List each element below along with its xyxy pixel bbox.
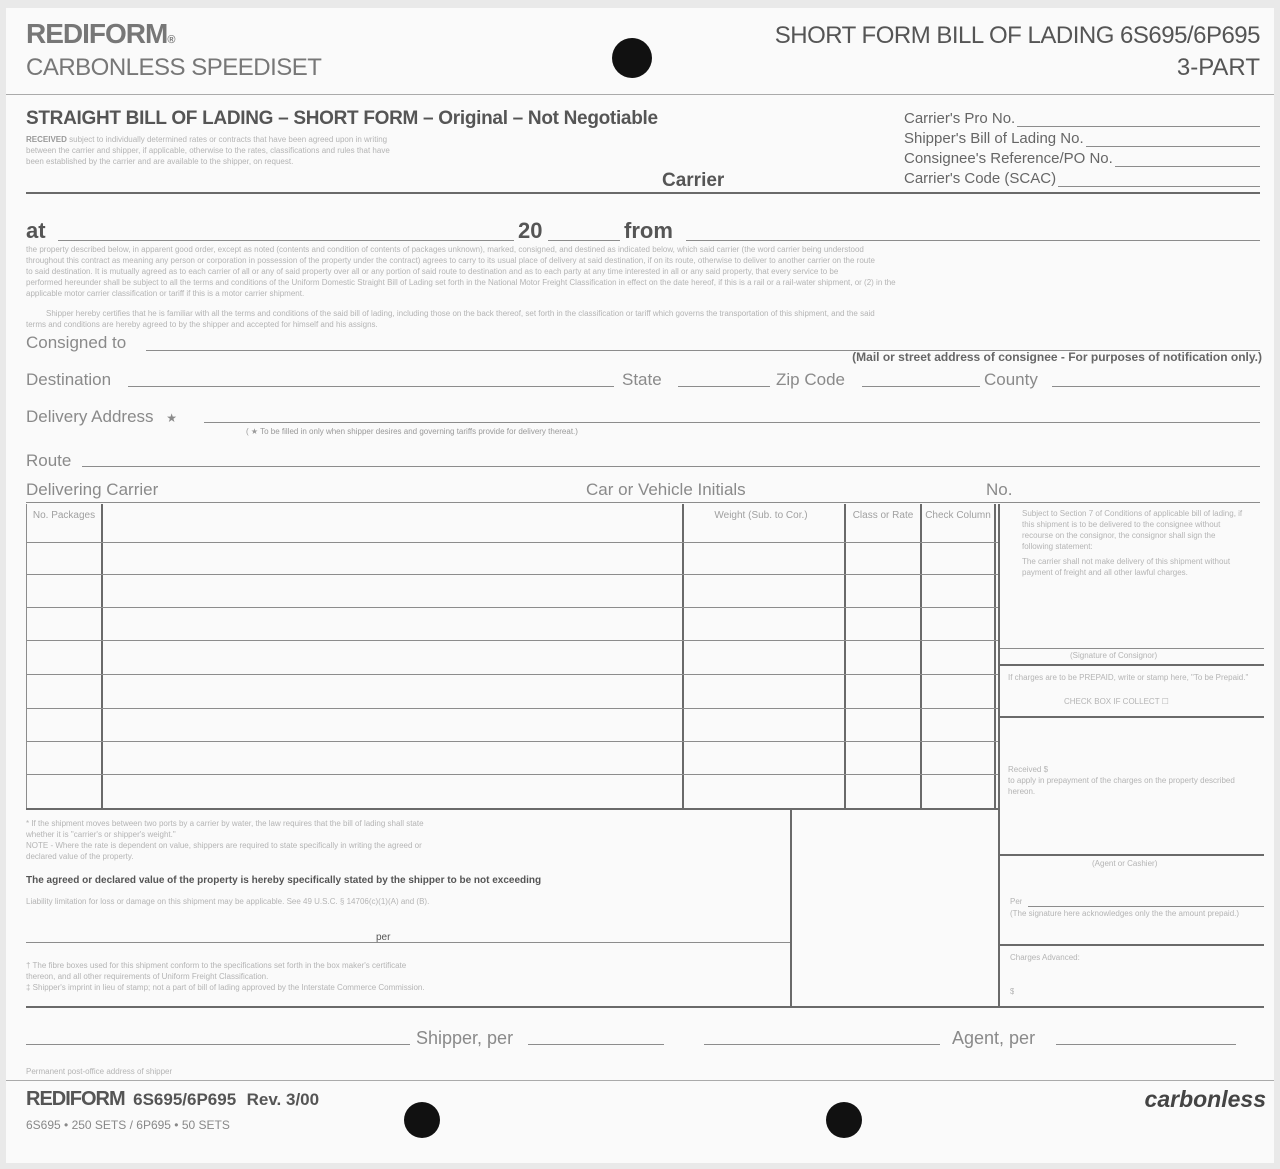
delivering-carrier-label: Delivering Carrier xyxy=(26,480,159,499)
received-text-1: subject to individually determined rates or contracts that have been agreed upon in writing xyxy=(69,135,388,144)
side-terms-2: The carrier shall not make delivery of this shipment without payment of freight and all other lawful charges. xyxy=(1022,557,1231,577)
per-line[interactable] xyxy=(1028,906,1264,907)
form-title: SHORT FORM BILL OF LADING 6S695/6P695 xyxy=(774,22,1260,49)
consignor-signature-line[interactable] xyxy=(1000,648,1264,649)
declared-value-line[interactable] xyxy=(26,942,790,943)
signature-consignor: (Signature of Consignor) xyxy=(1070,651,1158,660)
received-text-3: been established by the carrier and are available to the shipper, on request. xyxy=(26,157,294,166)
note-1: * If the shipment moves between two ports by a carrier by water, the law requires that the bill of lading shall state xyxy=(26,819,424,828)
header-check: Check Column xyxy=(925,510,991,521)
table-row[interactable] xyxy=(26,674,998,675)
footer-brand: REDIFORM xyxy=(26,1088,125,1110)
table-row[interactable] xyxy=(26,741,998,742)
table-row[interactable] xyxy=(26,708,998,709)
header-divider xyxy=(6,94,1274,95)
brand-name: REDIFORM xyxy=(26,18,168,49)
brand-logo xyxy=(26,18,174,50)
subbrand: CARBONLESS SPEEDISET xyxy=(26,54,322,81)
per-value-label: per xyxy=(376,932,391,943)
received-text-2: between the carrier and shipper, if applicable, otherwise to the rates, classifications and rules that have xyxy=(26,146,390,155)
vehicle-no-label: No. xyxy=(986,480,1013,499)
shipper-line-a[interactable] xyxy=(26,1044,410,1045)
note-3: † The fibre boxes used for this shipment conform to the specifications set forth in the box maker's certificate xyxy=(26,961,407,970)
ref-field-po[interactable] xyxy=(904,150,1260,170)
charges-advanced[interactable]: Charges Advanced: xyxy=(1010,953,1080,962)
agent-per-label: Agent, per xyxy=(952,1028,1036,1048)
terms-fine-print xyxy=(26,244,1262,330)
side-divider xyxy=(1000,664,1264,666)
terms-line: to said destination. It is mutually agreed as to each carrier of all or any of said property over all or any portion of said route to destination and as to each party at any time interested in all or any said property, that every service to be xyxy=(26,267,839,276)
carrier-label: Carrier xyxy=(662,170,725,191)
year-label: 20 xyxy=(518,218,543,243)
table-col-divider xyxy=(26,504,27,808)
agent-line-a[interactable] xyxy=(704,1044,940,1045)
side-divider xyxy=(1000,944,1264,946)
table-col-divider xyxy=(682,504,684,808)
parts-label: 3-PART xyxy=(1176,54,1260,81)
received-text xyxy=(26,134,586,167)
ref-field-bol[interactable] xyxy=(904,130,1260,150)
notes-bottom xyxy=(26,1006,1264,1008)
table-row[interactable] xyxy=(26,607,998,608)
state-line[interactable] xyxy=(678,386,770,387)
punch-hole-bottom-left xyxy=(404,1102,440,1138)
ref-fields xyxy=(904,110,1260,190)
county-label: County xyxy=(984,370,1038,389)
notes-block xyxy=(26,818,786,862)
from-label: from xyxy=(624,218,673,243)
terms-line: Shipper hereby certifies that he is familiar with all the terms and conditions of the said bill of lading, including those on the back thereof, set forth in the classification or tariff which governs the transportation of this shipment, and the said xyxy=(46,309,875,318)
footer-sets: 6S695 • 250 SETS / 6P695 • 50 SETS xyxy=(26,1118,230,1132)
delivery-note: ( ★ To be filled in only when shipper desires and governing tariffs provide for delivery thereat.) xyxy=(246,427,578,436)
ref-field-label: Carrier's Pro No. xyxy=(904,110,1016,127)
table-row[interactable] xyxy=(26,574,998,575)
route-label: Route xyxy=(26,451,72,470)
table-bottom xyxy=(26,808,998,810)
freight-prepaid: If charges are to be PREPAID, write or stamp here, "To be Prepaid." xyxy=(1008,673,1249,682)
carrier-line[interactable] xyxy=(26,192,1260,194)
received-label: RECEIVED xyxy=(26,135,67,144)
at-label: at xyxy=(26,218,46,243)
punch-hole-top xyxy=(612,38,652,78)
year-line[interactable] xyxy=(548,240,620,241)
side-terms-1: Subject to Section 7 of Conditions of applicable bill of lading, if this shipment is to be delivered to the consignee without recourse on the consignor, the consignor shall sign the following statement: xyxy=(1022,509,1243,551)
agent-line-b[interactable] xyxy=(1056,1044,1236,1045)
received-sum-label: Received $ xyxy=(1008,765,1049,774)
county-line[interactable] xyxy=(1052,386,1260,387)
received-sum xyxy=(1008,764,1258,797)
agent-cashier: (Agent or Cashier) xyxy=(1092,859,1158,868)
table-col-divider xyxy=(998,504,1000,1008)
terms-line: applicable motor carrier classification or tariff if this is a motor carrier shipment. xyxy=(26,289,305,298)
bill-of-lading-form xyxy=(6,8,1274,1163)
charges-dollar: $ xyxy=(1010,987,1015,996)
star-icon: ★ xyxy=(166,411,178,425)
table-col-divider xyxy=(101,504,103,808)
zip-line[interactable] xyxy=(862,386,980,387)
from-line[interactable] xyxy=(686,240,1260,241)
received-sum-text: to apply in prepayment of the charges on the property described hereon. xyxy=(1008,776,1235,796)
at-line[interactable] xyxy=(58,240,514,241)
per-label: Per xyxy=(1010,897,1023,906)
delivery-address-label xyxy=(26,407,177,427)
note-4: ‡ Shipper's imprint in lieu of stamp; not a part of bill of lading approved by the Interstate Commerce Commission. xyxy=(26,983,425,992)
table-row[interactable] xyxy=(26,774,998,775)
ref-field-label: Consignee's Reference/PO No. xyxy=(904,150,1113,167)
permanent-address-line[interactable] xyxy=(6,1080,1274,1081)
delivery-address-line[interactable] xyxy=(204,422,1260,423)
consigned-to-label: Consigned to xyxy=(26,333,127,352)
agent-line[interactable] xyxy=(1000,854,1264,856)
declared-value: The agreed or declared value of the property is hereby specifically stated by the shipper to be not exceeding xyxy=(26,875,542,886)
note-2: NOTE - Where the rate is dependent on value, shippers are required to state specifically in writing the agreed or xyxy=(26,841,422,850)
header-class: Class or Rate xyxy=(852,510,914,521)
ref-field-scac[interactable] xyxy=(904,170,1260,190)
table-col-divider xyxy=(920,504,922,808)
terms-line: throughout this contract as meaning any person or corporation in possession of the property under the contract) agrees to carry to its usual place of delivery at said destination, if on its route, otherwise to deliver to another carrier on the route xyxy=(26,256,875,265)
table-col-divider xyxy=(790,808,792,1008)
zip-label: Zip Code xyxy=(776,370,845,389)
delivery-address-text: Delivery Address xyxy=(26,407,154,426)
table-row[interactable] xyxy=(26,640,998,641)
bol-title: STRAIGHT BILL OF LADING – SHORT FORM – Original – Not Negotiable xyxy=(26,108,658,129)
side-divider xyxy=(1000,716,1264,718)
ref-field-label: Carrier's Code (SCAC) xyxy=(904,170,1057,187)
per-note: (The signature here acknowledges only the the amount prepaid.) xyxy=(1010,909,1240,918)
table-row[interactable] xyxy=(26,542,998,543)
footer-code: 6S695/6P695 xyxy=(133,1090,237,1109)
table-col-divider xyxy=(844,504,846,808)
vehicle-initials-label: Car or Vehicle Initials xyxy=(586,480,746,499)
footer-rev: Rev. 3/00 xyxy=(246,1090,320,1109)
side-terms xyxy=(1008,508,1244,578)
state-label: State xyxy=(622,370,662,389)
table-col-divider xyxy=(994,504,996,808)
shipper-per-label: Shipper, per xyxy=(416,1028,514,1048)
brand-mark: ® xyxy=(167,34,175,46)
terms-line: terms and conditions are hereby agreed to by the shipper and accepted for himself and his assigns. xyxy=(26,320,378,329)
shipper-line-b[interactable] xyxy=(528,1044,664,1045)
notes-block-2 xyxy=(26,960,786,993)
header-packages: No. Packages xyxy=(32,510,96,521)
header-weight: Weight (Sub. to Cor.) xyxy=(714,510,808,521)
mail-note: (Mail or street address of consignee - For purposes of notification only.) xyxy=(852,350,1262,364)
destination-line[interactable] xyxy=(128,386,614,387)
terms-line: performed hereunder shall be subject to all the terms and conditions of the Uniform Domestic Straight Bill of Lading set forth in the National Motor Freight Classification in effect on the date hereof, if this is a rail or a rail-water shipment, or (2) in the xyxy=(26,278,896,287)
liability-note: Liability limitation for loss or damage on this shipment may be applicable. See 49 U.S.C. § 14706(c)(1)(A) and (B). xyxy=(26,897,430,906)
permanent-address: Permanent post-office address of shipper xyxy=(26,1067,173,1076)
note-2b: declared value of the property. xyxy=(26,852,134,861)
footer-brand-row xyxy=(26,1088,319,1111)
destination-label: Destination xyxy=(26,370,112,389)
note-3b: thereon, and all other requirements of Uniform Freight Classification. xyxy=(26,972,269,981)
ref-field-label: Shipper's Bill of Lading No. xyxy=(904,130,1084,147)
carbonless-label: carbonless xyxy=(1144,1086,1266,1112)
punch-hole-bottom-right xyxy=(826,1102,862,1138)
note-1b: whether it is "carrier's or shipper's weight." xyxy=(26,830,176,839)
route-line[interactable] xyxy=(82,466,1260,467)
terms-line: the property described below, in apparent good order, except as noted (contents and condition of contents of packages unknown), marked, consigned, and destined as indicated below, which said carrier (the word carrier being understood xyxy=(26,245,864,254)
ref-field-pro[interactable] xyxy=(904,110,1260,130)
vehicle-line[interactable] xyxy=(26,502,1260,503)
check-collect[interactable]: CHECK BOX IF COLLECT ☐ xyxy=(1064,697,1169,706)
